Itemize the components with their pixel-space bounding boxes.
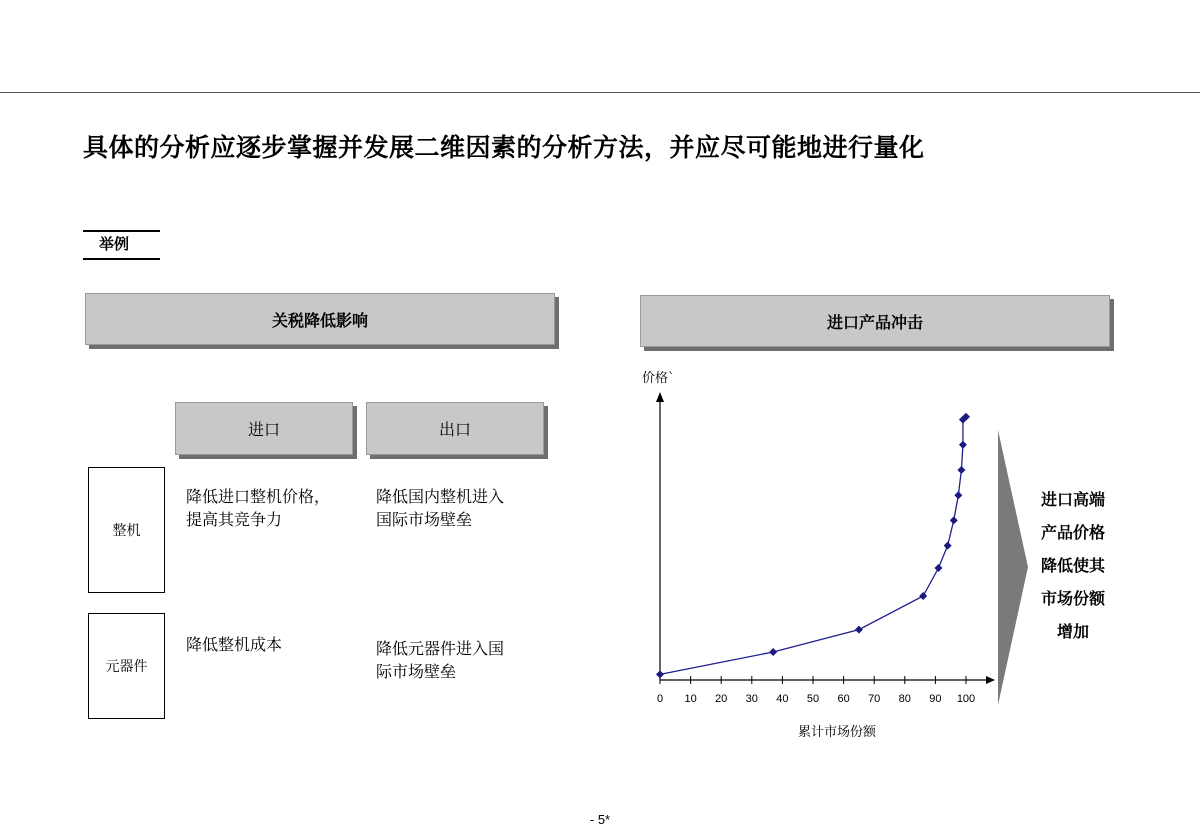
example-label: 举例 bbox=[83, 230, 160, 260]
row-label-components: 元器件 bbox=[88, 613, 165, 719]
x-tick-label: 0 bbox=[656, 693, 664, 705]
data-point bbox=[919, 592, 927, 600]
x-tick-label: 10 bbox=[684, 693, 697, 705]
x-tick-label: 90 bbox=[929, 693, 942, 705]
x-tick-label: 40 bbox=[776, 693, 789, 705]
y-axis-label: 价格` bbox=[642, 371, 675, 386]
x-axis-label: 累计市场份额 bbox=[797, 725, 877, 740]
data-point bbox=[954, 491, 962, 499]
import-column-header: 进口 bbox=[175, 402, 353, 455]
x-tick-label: 80 bbox=[898, 693, 911, 705]
result-line-3: 降低使其 bbox=[1040, 556, 1105, 575]
x-tick-label: 60 bbox=[837, 693, 850, 705]
result-text bbox=[1030, 483, 1116, 648]
data-point bbox=[944, 542, 952, 550]
cell-machine-import: 降低进口整机价格， 提高其竞争力 bbox=[186, 487, 331, 529]
data-point bbox=[855, 626, 863, 634]
export-column-header: 出口 bbox=[366, 402, 544, 455]
import-impact-header: 进口产品冲击 bbox=[640, 295, 1110, 347]
result-line-4: 市场份额 bbox=[1040, 589, 1105, 608]
result-line-5: 增加 bbox=[1056, 622, 1089, 641]
page-number: - 5* bbox=[589, 812, 611, 827]
row-label-complete-machine: 整机 bbox=[88, 467, 165, 593]
page-title: 具体的分析应逐步掌握并发展二维因素的分析方法，并应尽可能地进行量化 bbox=[83, 133, 925, 162]
x-tick-label: 70 bbox=[868, 693, 881, 705]
x-axis-arrowhead bbox=[986, 676, 995, 684]
data-point bbox=[959, 441, 967, 449]
data-point bbox=[656, 670, 664, 678]
result-arrow-icon bbox=[998, 430, 1030, 705]
x-tick-label: 20 bbox=[715, 693, 728, 705]
data-point bbox=[934, 564, 942, 572]
x-tick-label: 30 bbox=[745, 693, 758, 705]
cell-components-import: 降低整机成本 bbox=[186, 635, 283, 654]
tariff-impact-header: 关税降低影响 bbox=[85, 293, 555, 345]
x-tick-label: 100 bbox=[956, 693, 976, 705]
cell-components-export: 降低元器件进入国 际市场壁垒 bbox=[376, 639, 505, 681]
top-divider bbox=[0, 92, 1200, 93]
data-point bbox=[950, 516, 958, 524]
data-point bbox=[769, 648, 777, 656]
cell-machine-export: 降低国内整机进入 国际市场壁垒 bbox=[376, 487, 505, 529]
y-axis-arrowhead bbox=[656, 392, 664, 402]
result-line-2: 产品价格 bbox=[1040, 523, 1105, 542]
x-tick-label: 50 bbox=[806, 693, 820, 705]
price-vs-market-share-chart bbox=[630, 360, 1010, 760]
result-line-1: 进口高端 bbox=[1040, 490, 1105, 509]
series-line bbox=[660, 417, 966, 675]
data-point bbox=[957, 466, 965, 474]
